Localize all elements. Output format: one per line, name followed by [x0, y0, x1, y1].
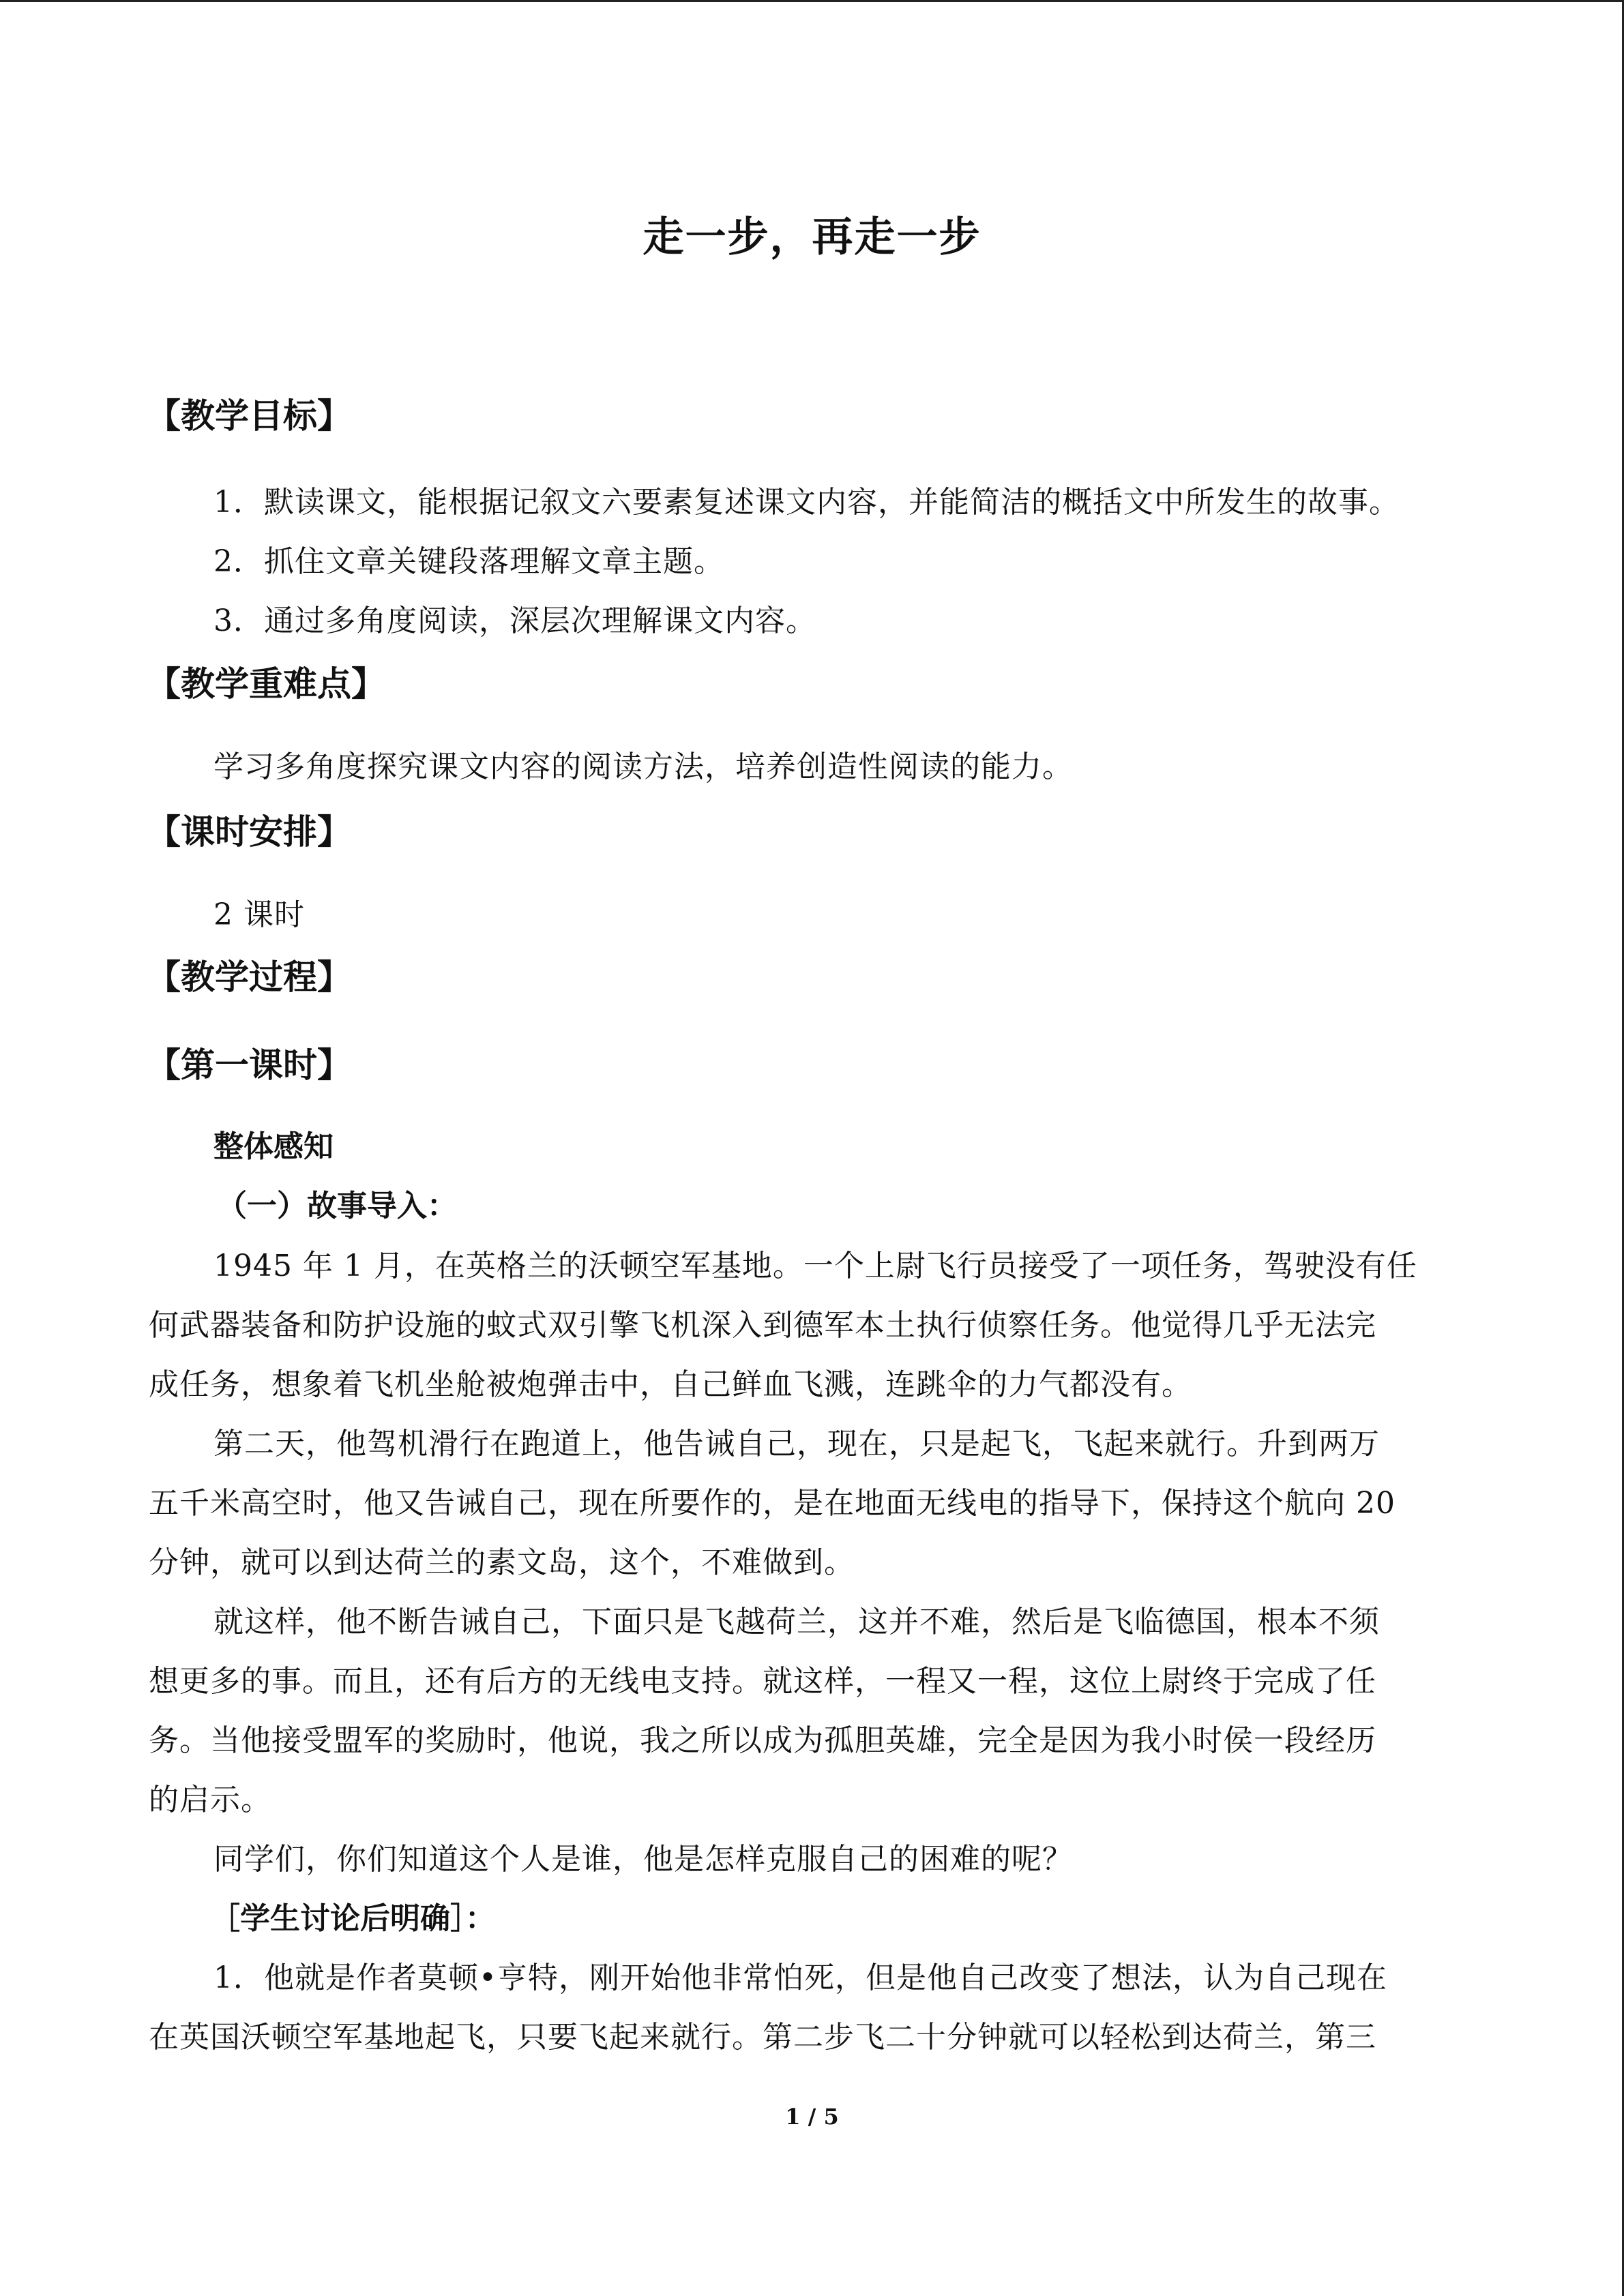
story-line: 务。当他接受盟军的奖励时，他说，我之所以成为孤胆英雄，完全是因为我小时侯一段经历: [149, 1723, 1376, 1758]
heading-keypoints: 【教学重难点】: [147, 664, 385, 704]
story-line: 分钟，就可以到达荷兰的素文岛，这个，不难做到。: [149, 1545, 855, 1580]
story-line: 1945 年 1 月，在英格兰的沃顿空军基地。一个上尉飞行员接受了一项任务，驾驶没有任: [213, 1249, 1417, 1283]
story-line: 就这样，他不断告诫自己，下面只是飞越荷兰，这并不难，然后是飞临德国，根本不须: [213, 1605, 1380, 1639]
page-number: 1 / 5: [785, 2104, 839, 2130]
keypoints-text: 学习多角度探究课文内容的阅读方法，培养创造性阅读的能力。: [213, 749, 1073, 784]
discussion-label: ［学生讨论后明确］：: [210, 1901, 495, 1936]
answer-line: 在英国沃顿空军基地起飞，只要飞起来就行。第二步飞二十分钟就可以轻松到达荷兰，第三: [149, 2020, 1376, 2055]
page-top-border: [0, 0, 1624, 2]
story-line: 的启示。: [149, 1783, 271, 1817]
heading-lesson-1: 【第一课时】: [147, 1045, 351, 1085]
story-line: 成任务，想象着飞机坐舱被炮弹击中，自己鲜血飞溅，连跳伞的力气都没有。: [149, 1367, 1192, 1402]
heading-schedule: 【课时安排】: [147, 812, 351, 852]
story-line: 第二天，他驾机滑行在跑道上，他告诫自己，现在，只是起飞，飞起来就行。升到两万: [213, 1427, 1380, 1461]
schedule-text: 2 课时: [213, 897, 305, 932]
story-line: 想更多的事。而且，还有后方的无线电支持。就这样，一程又一程，这位上尉终于完成了任: [149, 1664, 1376, 1699]
story-intro-label: （一）故事导入：: [217, 1189, 457, 1223]
objective-item-2: 2．抓住文章关键段落理解文章主题。: [213, 544, 724, 579]
story-question: 同学们，你们知道这个人是谁，他是怎样克服自己的困难的呢？: [213, 1842, 1073, 1877]
story-line: 何武器装备和防护设施的蚊式双引擎飞机深入到德军本土执行侦察任务。他觉得几乎无法完: [149, 1308, 1376, 1343]
document-title: 走一步，再走一步: [643, 213, 981, 261]
story-line: 五千米高空时，他又告诫自己，现在所要作的，是在地面无线电的指导下，保持这个航向 20: [149, 1486, 1396, 1521]
objective-item-1: 1．默读课文，能根据记叙文六要素复述课文内容，并能简洁的概括文中所发生的故事。: [213, 485, 1400, 520]
heading-process: 【教学过程】: [147, 957, 351, 997]
objective-item-3: 3．通过多角度阅读，深层次理解课文内容。: [213, 603, 816, 638]
overall-perception-label: 整体感知: [213, 1129, 334, 1164]
answer-line: 1．他就是作者莫顿•亨特，刚开始他非常怕死，但是他自己改变了想法，认为自己现在: [213, 1960, 1387, 1995]
heading-objectives: 【教学目标】: [147, 396, 351, 436]
